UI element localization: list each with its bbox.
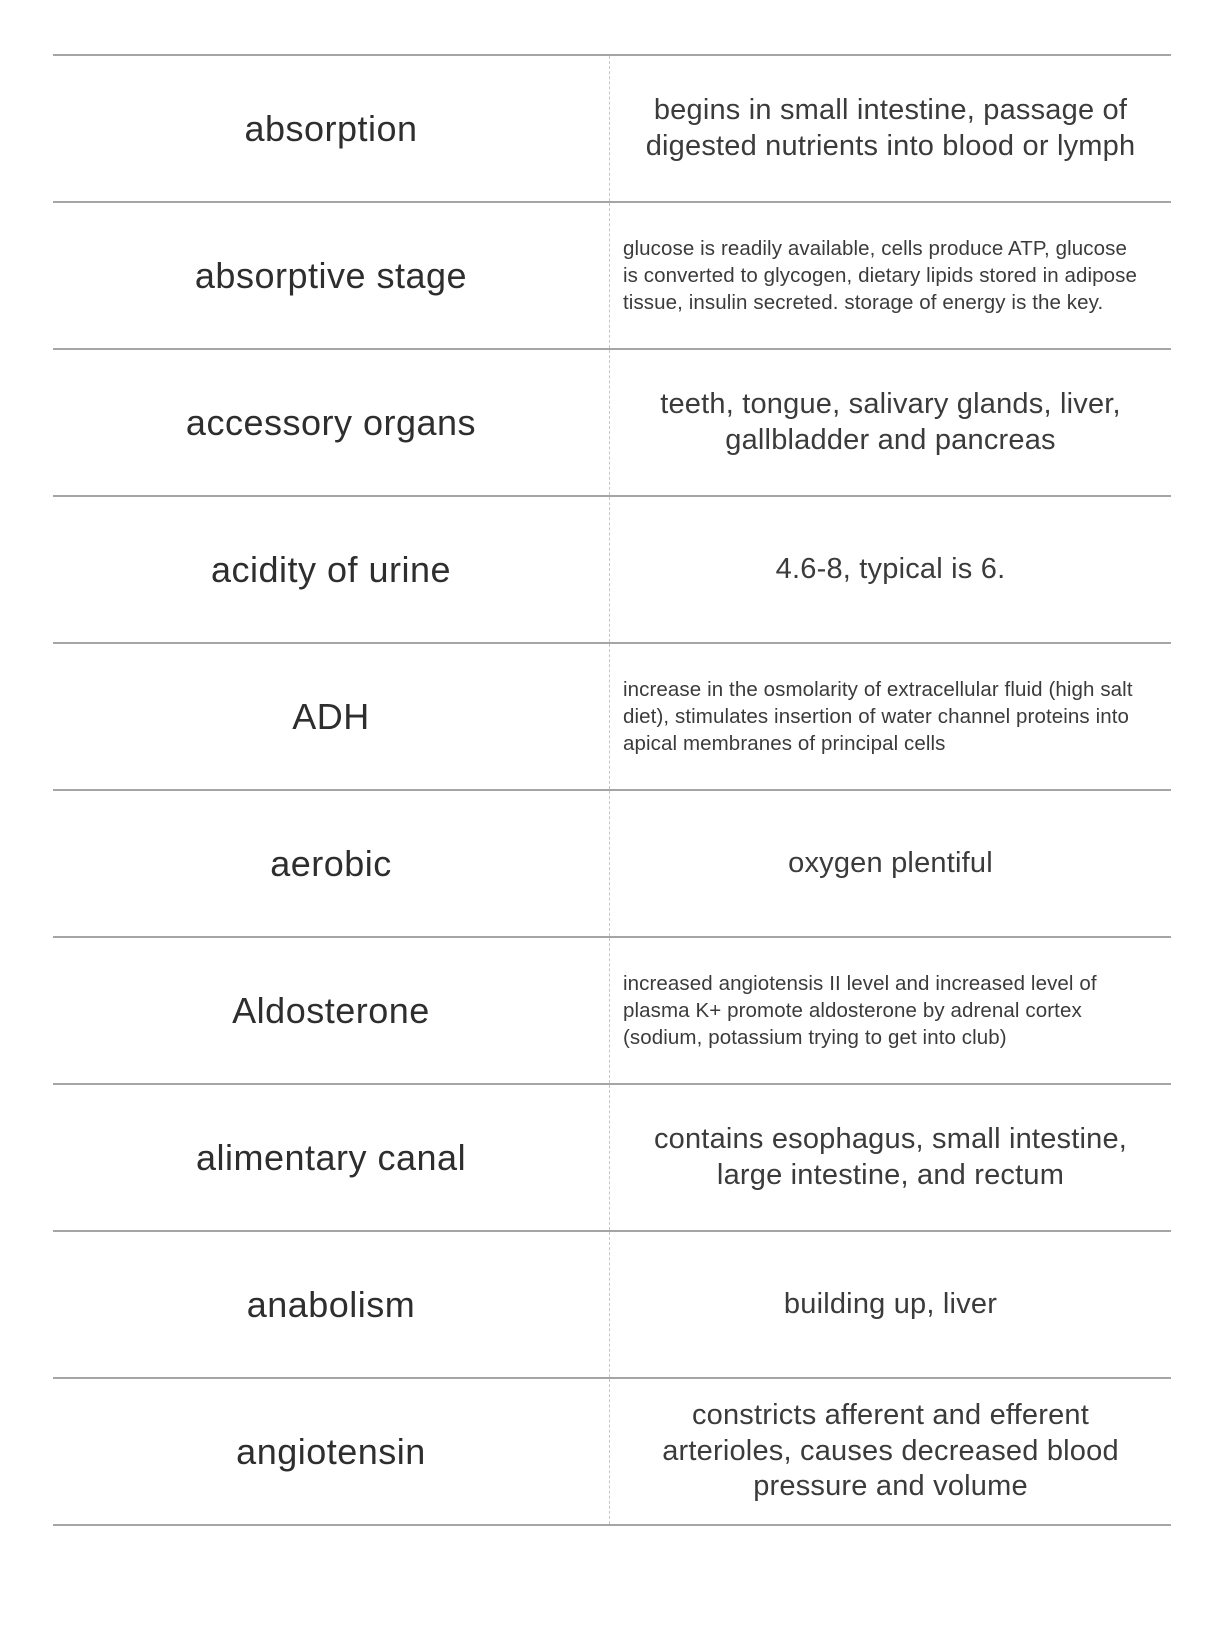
term-cell bbox=[53, 644, 609, 789]
term-cell bbox=[53, 1085, 609, 1230]
term-text: alimentary canal bbox=[195, 1136, 467, 1178]
flashcard-row-accessory-organs bbox=[53, 348, 1171, 495]
term-text: ADH bbox=[292, 695, 370, 737]
definition-cell bbox=[609, 1232, 1171, 1377]
term-cell bbox=[53, 791, 609, 936]
definition-cell bbox=[609, 203, 1171, 348]
term-cell bbox=[53, 1232, 609, 1377]
definition-text: glucose is readily available, cells produce ATP, glucose is converted to glycogen, dietary lipids stored in adipose tissue, insulin secreted. storage of energy is the key. bbox=[623, 236, 1138, 315]
term-cell bbox=[53, 497, 609, 642]
definition-cell bbox=[609, 350, 1171, 495]
definition-text: oxygen plentiful bbox=[788, 846, 993, 879]
term-cell bbox=[53, 938, 609, 1083]
definition-text: increase in the osmolarity of extracellular fluid (high salt diet), stimulates insertion of water channel proteins into apical membranes of principal cells bbox=[623, 677, 1133, 756]
definition-cell bbox=[609, 791, 1171, 936]
definition-cell bbox=[609, 56, 1171, 201]
term-text: absorption bbox=[244, 107, 418, 149]
flashcard-row-angiotensin bbox=[53, 1377, 1171, 1524]
term-cell bbox=[53, 1379, 609, 1524]
definition-cell bbox=[609, 1379, 1171, 1524]
flashcard-row-alimentary-canal bbox=[53, 1083, 1171, 1230]
term-text: accessory organs bbox=[185, 401, 477, 443]
definition-text: constricts afferent and efferent arterioles, causes decreased blood pressure and volume bbox=[662, 1399, 1119, 1503]
flashcard-row-anabolism bbox=[53, 1230, 1171, 1377]
term-cell bbox=[53, 350, 609, 495]
term-text: aerobic bbox=[270, 842, 392, 884]
term-text: acidity of urine bbox=[210, 548, 452, 590]
flashcard-row-absorption bbox=[53, 54, 1171, 201]
term-cell bbox=[53, 56, 609, 201]
term-text: anabolism bbox=[246, 1283, 416, 1325]
definition-text: building up, liver bbox=[783, 1287, 998, 1320]
definition-cell bbox=[609, 1085, 1171, 1230]
flashcard-row-acidity-of-urine bbox=[53, 495, 1171, 642]
definition-text: increased angiotensis II level and increased level of plasma K+ promote aldosterone by adrenal cortex (sodium, potassium trying to get into club) bbox=[623, 971, 1097, 1050]
flashcard-row-aldosterone bbox=[53, 936, 1171, 1083]
definition-cell bbox=[609, 644, 1171, 789]
term-cell bbox=[53, 203, 609, 348]
term-text: angiotensin bbox=[236, 1430, 426, 1472]
term-text: Aldosterone bbox=[232, 989, 430, 1031]
definition-text: 4.6-8, typical is 6. bbox=[775, 552, 1006, 585]
flashcard-row-adh bbox=[53, 642, 1171, 789]
definition-text: teeth, tongue, salivary glands, liver, gallbladder and pancreas bbox=[660, 388, 1121, 456]
flashcard-row-aerobic bbox=[53, 789, 1171, 936]
flashcard-row-absorptive-stage bbox=[53, 201, 1171, 348]
term-text: absorptive stage bbox=[194, 254, 468, 296]
definition-cell bbox=[609, 497, 1171, 642]
definition-text: contains esophagus, small intestine, large intestine, and rectum bbox=[653, 1123, 1128, 1191]
flashcard-table bbox=[53, 54, 1171, 1526]
definition-text: begins in small intestine, passage of digested nutrients into blood or lymph bbox=[645, 94, 1136, 162]
definition-cell bbox=[609, 938, 1171, 1083]
